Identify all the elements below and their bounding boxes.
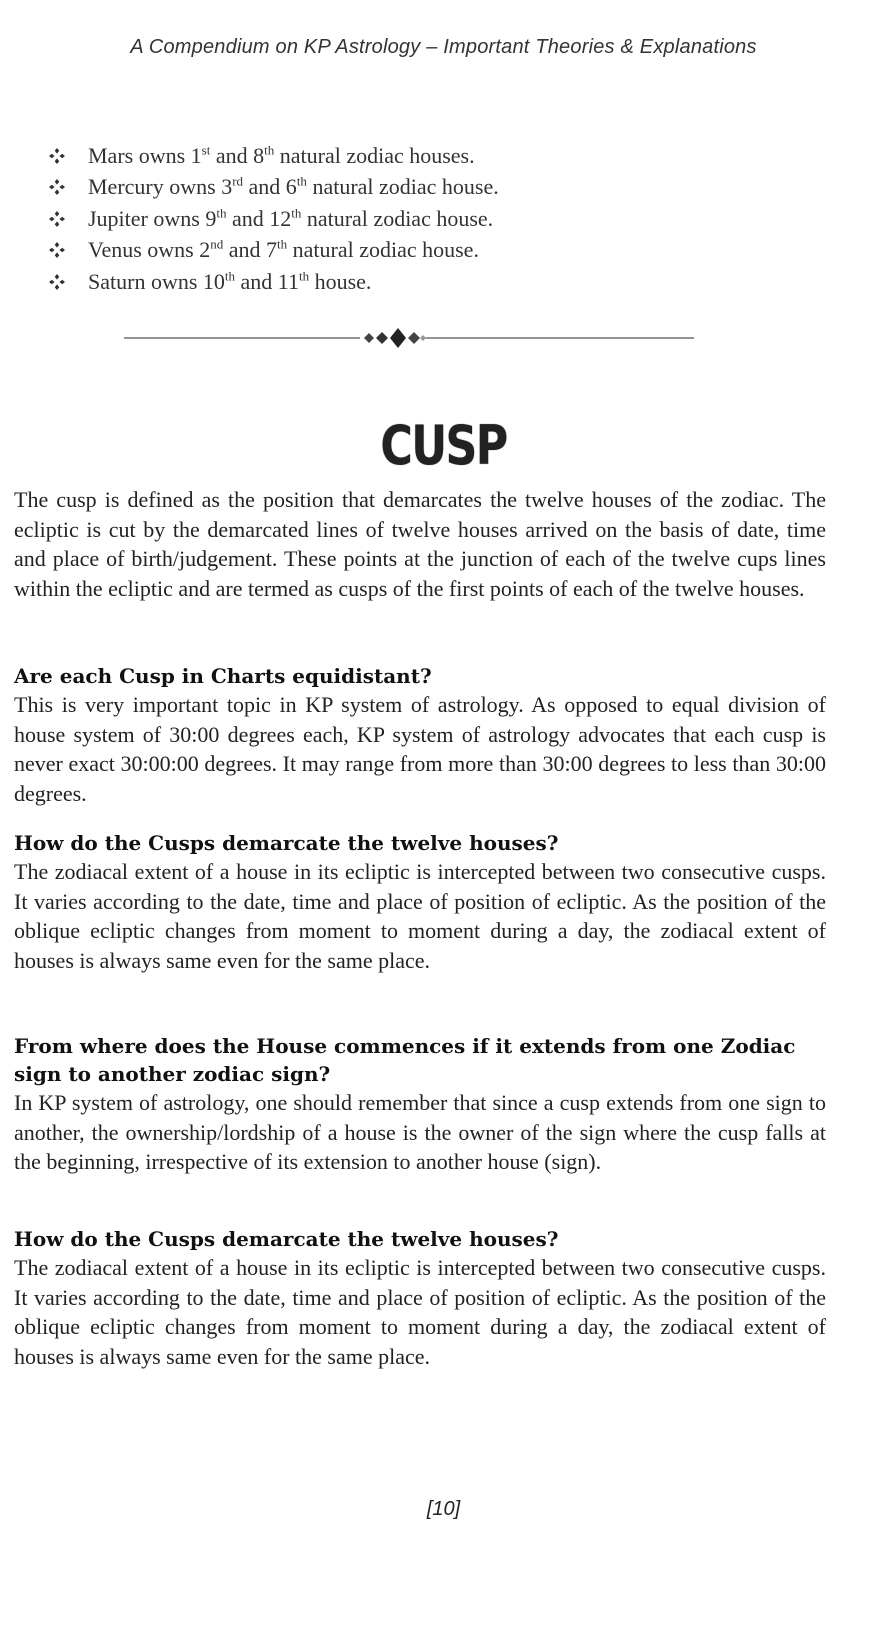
list-item-text: Jupiter owns 9th and 12th natural zodiac house. bbox=[88, 205, 494, 231]
page-number: [10] bbox=[426, 1498, 461, 1520]
question-heading: Are each Cusp in Charts equidistant? bbox=[14, 664, 432, 688]
list-item-text: Saturn owns 10th and 11th house. bbox=[88, 268, 372, 294]
question-heading: From where does the House commences if it extends from one Zodiac sign to another zodiac sign? bbox=[14, 1034, 796, 1086]
four-diamond-bullet-icon bbox=[48, 241, 66, 259]
diamond-ornament-divider bbox=[124, 326, 694, 350]
four-diamond-bullet-icon bbox=[48, 273, 66, 291]
four-diamond-bullet-icon bbox=[48, 147, 66, 165]
answer-paragraph: The zodiacal extent of a house in its ecliptic is intercepted between two consecutive cusps. It varies according to the date, time and place of position of ecliptic. As the position of the oblique ecliptic changes from moment to moment during a day, the zodiacal extent of houses is always same even for the same place. bbox=[14, 859, 826, 973]
ownership-list bbox=[48, 140, 499, 298]
running-head: A Compendium on KP Astrology – Important Theories & Explanations bbox=[130, 36, 757, 58]
list-item bbox=[48, 140, 499, 172]
question-heading: How do the Cusps demarcate the twelve houses? bbox=[14, 831, 559, 855]
question-heading: How do the Cusps demarcate the twelve houses? bbox=[14, 1227, 559, 1251]
four-diamond-bullet-icon bbox=[48, 210, 66, 228]
answer-paragraph: This is very important topic in KP system of astrology. As opposed to equal division of house system of 30:00 degrees each, KP system of astrology advocates that each cusp is never exact 30:00:00 degrees. It may range from more than 30:00 degrees to less than 30:00 degrees. bbox=[14, 692, 826, 806]
intro-paragraph: The cusp is defined as the position that demarcates the twelve houses of the zodiac. The ecliptic is cut by the demarcated lines of twelve houses arrived on the basis of date, time and place of birth/judgement. These points at the junction of each of the twelve cups lines within the ecliptic and are termed as cusps of the first points of each of the twelve houses. bbox=[14, 487, 826, 601]
list-item bbox=[48, 172, 499, 204]
list-item bbox=[48, 203, 499, 235]
list-item bbox=[48, 266, 499, 298]
list-item-text: Venus owns 2nd and 7th natural zodiac house. bbox=[88, 236, 479, 263]
section-title: CUSP bbox=[380, 414, 507, 477]
answer-paragraph: In KP system of astrology, one should remember that since a cusp extends from one sign to another, the ownership/lordship of a house is the owner of the sign where the cusp falls at the beginning, irrespective of its extension to another house (sign). bbox=[14, 1090, 826, 1174]
list-item-text: Mercury owns 3rd and 6th natural zodiac house. bbox=[88, 173, 499, 200]
list-item bbox=[48, 235, 499, 267]
four-diamond-bullet-icon bbox=[48, 178, 66, 196]
answer-paragraph: The zodiacal extent of a house in its ecliptic is intercepted between two consecutive cusps. It varies according to the date, time and place of position of ecliptic. As the position of the oblique ecliptic changes from moment to moment during a day, the zodiacal extent of houses is always same even for the same place. bbox=[14, 1255, 826, 1369]
list-item-text: Mars owns 1st and 8th natural zodiac houses. bbox=[88, 142, 475, 168]
